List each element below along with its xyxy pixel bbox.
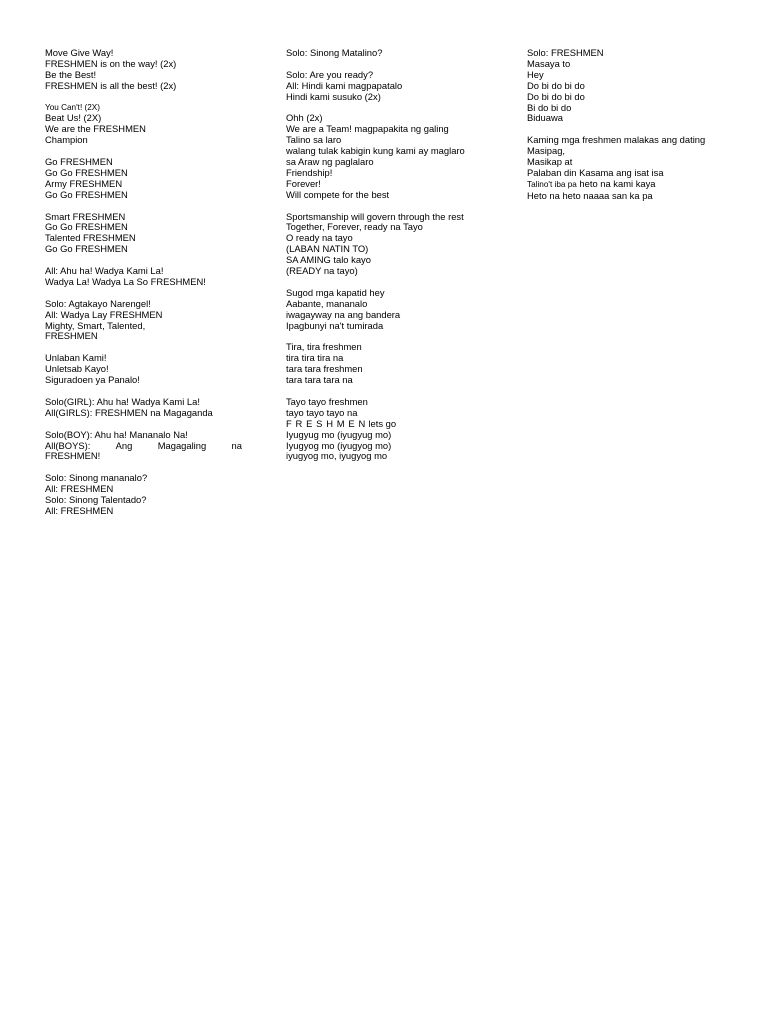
lyric-line: Ipagbunyi na't tumirada xyxy=(286,319,384,331)
lyric-line: sa Araw ng paglalaro xyxy=(286,156,374,168)
lyric-line: Hey xyxy=(527,68,544,80)
lyric-line: Solo: Agtakayo Narengel! xyxy=(45,297,151,309)
lyric-line: Solo: Sinong Talentado? xyxy=(45,494,147,506)
lyric-line: Army FRESHMEN xyxy=(45,177,123,189)
lyric-line: All: FRESHMEN xyxy=(45,504,114,516)
lyric-line: All: FRESHMEN xyxy=(45,483,114,495)
lyric-line: Beat Us! (2X) xyxy=(45,112,102,124)
lyric-line: Tira, tira freshmen xyxy=(286,341,362,353)
lyric-line: iwagayway na ang bandera xyxy=(286,308,401,320)
lyric-line: Will compete for the best xyxy=(286,188,390,200)
lyric-line-spaced: F R E S H M E N lets go xyxy=(286,417,397,429)
lyric-line: Heto na heto naaaa san ka pa xyxy=(527,189,653,201)
lyric-line: Unletsab Kayo! xyxy=(45,363,109,375)
lyric-line: Solo: Are you ready? xyxy=(286,68,374,80)
lyric-line: Mighty, Smart, Talented, xyxy=(45,319,146,331)
verse-block xyxy=(286,342,486,386)
lyric-line: (READY na tayo) xyxy=(286,265,358,277)
lyric-line: Champion xyxy=(45,134,88,146)
lyric-line: Go Go FRESHMEN xyxy=(45,221,128,233)
lyric-line: Go Go FRESHMEN xyxy=(45,243,128,255)
lyric-line: Bi do bi do xyxy=(527,101,572,113)
lyric-line: We are a Team! magpapakita ng galing xyxy=(286,123,449,135)
lyric-line: SA AMING talo kayo xyxy=(286,254,371,266)
verse-block xyxy=(45,212,245,256)
verse-block xyxy=(45,299,245,343)
lyric-line: All: Hindi kami magpapatalo xyxy=(286,79,403,91)
lyric-line: Sugod mga kapatid hey xyxy=(286,286,385,298)
lyric-line: Together, Forever, ready na Tayo xyxy=(286,221,423,233)
verse-block xyxy=(286,113,486,200)
lyric-line: iyugyog mo, iyugyog mo xyxy=(286,450,388,462)
verse-block xyxy=(286,70,486,103)
lyric-line: Talented FRESHMEN xyxy=(45,232,136,244)
lyric-line: Go FRESHMEN xyxy=(45,156,113,168)
lyric-line: Masikap at xyxy=(527,156,573,168)
lyric-line: Siguradoen ya Panalo! xyxy=(45,374,140,386)
lyric-line: FRESHMEN is all the best! (2x) xyxy=(45,79,177,91)
lyric-line: Unlaban Kami! xyxy=(45,352,107,364)
lyric-line: We are the FRESHMEN xyxy=(45,123,146,135)
lyric-line: FRESHMEN xyxy=(45,330,98,342)
lyric-line: Tayo tayo freshmen xyxy=(286,395,368,407)
lyric-line: Be the Best! xyxy=(45,68,97,80)
lyric-line: Solo(BOY): Ahu ha! Mananalo Na! xyxy=(45,428,188,440)
lyric-line: tayo tayo tayo na xyxy=(286,406,358,418)
verse-block xyxy=(45,397,245,419)
lyric-line: tara tara freshmen xyxy=(286,363,363,375)
lyric-line: Forever! xyxy=(286,177,321,189)
lyric-line-justified: All(BOYS): Ang Magagaling na xyxy=(45,439,242,451)
lyric-line: Talino't iba pa heto na kami kaya xyxy=(527,177,656,189)
lyric-line: All: Ahu ha! Wadya Kami La! xyxy=(45,265,164,277)
verse-block xyxy=(286,288,486,332)
lyric-line: All(GIRLS): FRESHMEN na Magaganda xyxy=(45,406,213,418)
lyric-line: O ready na tayo xyxy=(286,232,353,244)
lyric-line: walang tulak kabigin kung kami ay maglaro xyxy=(286,145,465,157)
lyric-line: Solo(GIRL): Ahu ha! Wadya Kami La! xyxy=(45,395,200,407)
lyric-line: Masaya to xyxy=(527,57,571,69)
lyric-line: Hindi kami susuko (2x) xyxy=(286,90,381,102)
lyric-line: Go Go FRESHMEN xyxy=(45,166,128,178)
lyric-line: Masipag, xyxy=(527,145,566,157)
lyric-line: Iyugyug mo (iyugyug mo) xyxy=(286,428,392,440)
lyric-line: Aabante, mananalo xyxy=(286,297,368,309)
lyric-line: Go Go FRESHMEN xyxy=(45,188,128,200)
verse-block xyxy=(45,353,245,386)
lyric-line: FRESHMEN! xyxy=(45,450,101,462)
verse-block xyxy=(286,48,486,59)
lyric-line: Solo: Sinong Matalino? xyxy=(286,47,383,58)
lyric-line: Talino sa laro xyxy=(286,134,342,146)
lyrics-column-2 xyxy=(286,48,486,473)
verse-block xyxy=(45,103,245,147)
lyric-line: Wadya La! Wadya La So FRESHMEN! xyxy=(45,275,206,287)
lyric-line: Ohh (2x) xyxy=(286,112,323,124)
verse-block xyxy=(45,157,245,201)
lyric-line: Biduawa xyxy=(527,112,563,124)
lyric-line: Solo: FRESHMEN xyxy=(527,47,604,58)
lyric-line: Do bi do bi do xyxy=(527,79,585,91)
lyric-line: tara tara tara na xyxy=(286,374,353,386)
verse-block xyxy=(527,135,727,201)
lyrics-column-3 xyxy=(527,48,727,213)
verse-block xyxy=(45,266,245,288)
lyric-line: Move Give Way! xyxy=(45,47,114,58)
lyric-line: Kaming mga freshmen malakas ang dating xyxy=(527,134,706,146)
lyric-line: All: Wadya Lay FRESHMEN xyxy=(45,308,163,320)
verse-block xyxy=(45,48,245,92)
lyric-line: Do bi do bi do xyxy=(527,90,585,102)
lyric-line: Solo: Sinong mananalo? xyxy=(45,472,148,484)
lyric-line: (LABAN NATIN TO) xyxy=(286,243,369,255)
verse-block xyxy=(45,473,245,517)
verse-block xyxy=(286,212,486,277)
lyric-line: Friendship! xyxy=(286,166,333,178)
lyric-line: Palaban din Kasama ang isat isa xyxy=(527,166,664,178)
lyric-line: Iyugyog mo (iyugyog mo) xyxy=(286,439,392,451)
lyric-line: Sportsmanship will govern through the rest xyxy=(286,210,464,222)
lyric-line: You Can't! (2X) xyxy=(45,102,100,112)
lyric-line: FRESHMEN is on the way! (2x) xyxy=(45,57,177,69)
verse-block xyxy=(527,48,727,124)
lyrics-column-1 xyxy=(45,48,245,528)
lyric-line: tira tira tira na xyxy=(286,352,344,364)
verse-block xyxy=(286,397,486,462)
verse-block xyxy=(45,430,245,463)
lyric-line: Smart FRESHMEN xyxy=(45,210,126,222)
